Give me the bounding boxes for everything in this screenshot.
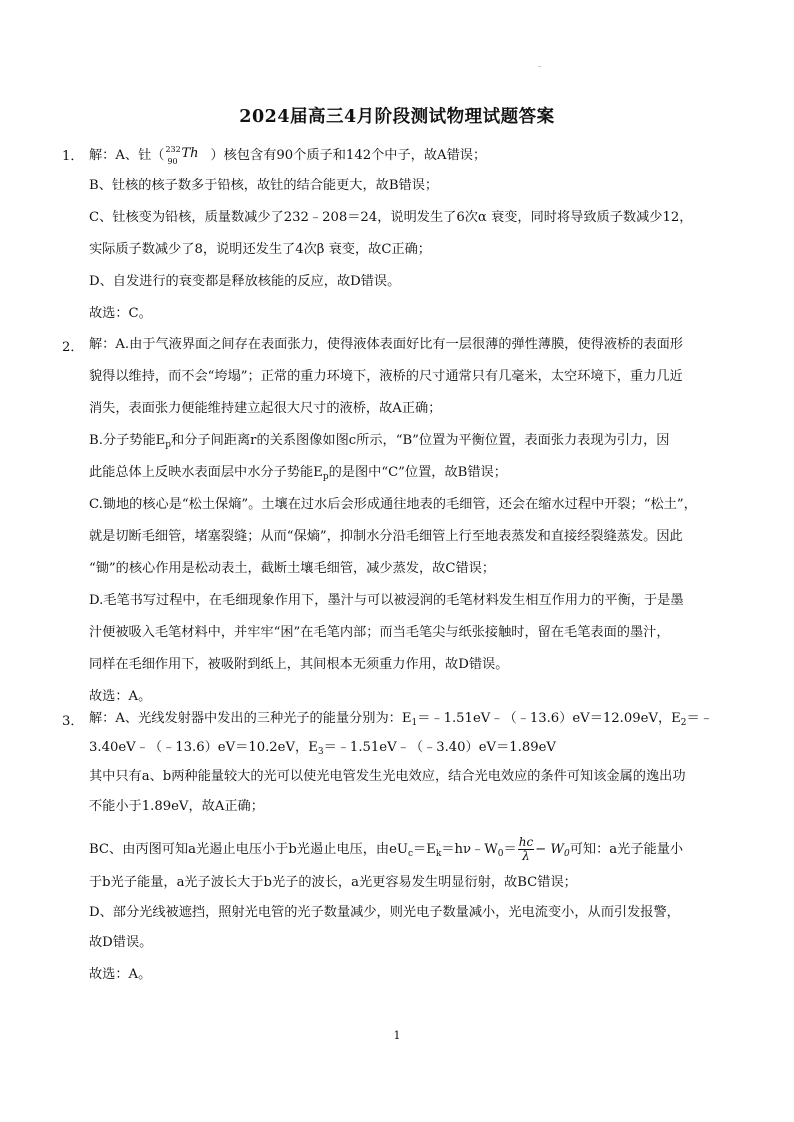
question-number: 1． (62, 149, 84, 164)
text-span: ＝﹣1.51eV﹣（﹣3.40）eV＝1.89eV (323, 740, 556, 755)
text-span: BC、由丙图可知a光遏止电压小于b光遏止电压，由eU (89, 842, 408, 857)
subscript: 0 (497, 849, 504, 859)
answer-line: 不能小于1.89eV，故A正确； (89, 799, 264, 814)
text-span: ＝E (413, 842, 436, 857)
subscript: p (322, 472, 329, 482)
question-number: 3． (62, 714, 84, 729)
scan-mark (538, 66, 541, 67)
answer-line: 其中只有a、b两种能量较大的光可以使光电管发生光电效应，结合光电效应的条件可知该金属的逸出功 (89, 769, 686, 784)
text-span: 此能总体上反映水表面层中水分子势能E (89, 465, 323, 480)
text-span: ＝﹣1.51eV﹣（﹣13.6）eV＝12.09eV，E (417, 711, 681, 726)
answer-line: B、钍核的核子数多于铅核，故钍的结合能更大，故B错误； (89, 178, 439, 193)
fraction (518, 836, 534, 863)
answer-line: 实际质子数减少了8，说明还发生了4次β 衰变，故C正确； (89, 242, 431, 257)
text-span: ＝﹣ (686, 711, 713, 726)
element-symbol: Th (181, 146, 199, 161)
answer-line (89, 432, 739, 454)
answer-line: D.毛笔书写过程中，在毛细现象作用下，墨汁与可以被浸润的毛笔材料发生相互作用力的平衡，于是墨 (89, 593, 684, 608)
answer-line: C.锄地的核心是“松土保熵”。土壤在过水后会形成通往地表的毛细管，还会在缩水过程中开裂；“松土”， (89, 497, 697, 512)
answer-line: 同样在毛细作用下，被吸附到纸上，其间根本无须重力作用，故D错误。 (89, 657, 509, 672)
answer-line: 就是切断毛细管，堵塞裂缝；从而“保熵”，抑制水分沿毛细管上行至地表蒸发和直接经裂缝蒸发。因此 (89, 529, 683, 544)
answer-line (89, 710, 739, 732)
text-span: ）核包含有90个质子和142个中子，故A错误； (210, 148, 487, 163)
denominator: λ (522, 849, 530, 863)
page-title: 2024届高三4月阶段测试物理试题答案 (239, 107, 555, 127)
subscript: 2 (680, 718, 687, 728)
atomic-number: 90 (167, 157, 178, 166)
answer-choice: 故选：A。 (89, 967, 152, 982)
subscript: 3 (317, 747, 324, 757)
answer-line: 故D错误。 (89, 935, 153, 950)
text-span: 解：A、钍（ (89, 148, 165, 163)
text-span: 3.40eV﹣（﹣13.6）eV＝10.2eV，E (89, 740, 318, 755)
answer-line (89, 836, 739, 863)
answer-line: C、钍核变为铅核，质量数减少了232﹣208＝24，说明发生了6次α 衰变，同时将导致质子数减少12， (89, 210, 693, 225)
text-span: − W (535, 842, 564, 857)
answer-choice: 故选：C。 (89, 306, 152, 321)
subscript: p (165, 440, 172, 450)
subscript: 0 (563, 849, 570, 859)
text-span: 和分子间距离r的关系图像如图c所示，“B”位置为平衡位置，表面张力表现为引力，因 (171, 433, 670, 448)
answer-line (89, 145, 739, 164)
text-span: 解：A、光线发射器中发出的三种光子的能量分别为：E (89, 711, 412, 726)
answer-line: 消失，表面张力便能维持建立起很大尺寸的液桥，故A正确； (89, 401, 442, 416)
numerator: hc (518, 835, 534, 849)
text-span: ＝ (503, 842, 517, 857)
subscript: c (408, 849, 414, 859)
nuclide-symbol (164, 145, 210, 166)
answer-line: 貌得以维持，而不会“垮塌”；正常的重力环境下，液桥的尺寸通常只有几毫米，太空环境下，重力几近 (89, 369, 683, 384)
answer-line: 于b光子能量，a光子波长大于b光子的波长，a光更容易发生明显衍射，故BC错误； (89, 875, 577, 890)
answer-line: 解：A.由于气液界面之间存在表面张力，使得液体表面好比有一层很薄的弹性薄膜，使得液桥的表面形 (89, 337, 683, 352)
subscript: 1 (411, 718, 418, 728)
answer-line (89, 464, 739, 486)
text-span: 的是图中“C”位置，故B错误； (328, 465, 507, 480)
text-span: B.分子势能E (89, 433, 166, 448)
page-number: 1 (393, 1029, 401, 1042)
answer-line: “锄”的核心作用是松动表土，截断土壤毛细管，减少蒸发，故C错误； (89, 561, 496, 576)
subscript: k (435, 849, 442, 859)
mass-number: 232 (165, 145, 181, 154)
question-number: 2． (62, 340, 84, 355)
text-span: ＝hν﹣W (441, 842, 498, 857)
text-span: 可知：a光子能量小 (569, 842, 684, 857)
answer-line: D、部分光线被遮挡，照射光电管的光子数量减少，则光电子数量减小，光电流变小，从而引发报警， (89, 905, 680, 920)
answer-line (89, 739, 739, 761)
answer-line: D、自发进行的衰变都是释放核能的反应，故D错误。 (89, 274, 401, 289)
answer-line: 汁便被吸入毛笔材料中，并牢牢“困”在毛笔内部；而当毛笔尖与纸张接触时，留在毛笔表面的墨汁， (89, 625, 670, 640)
answer-choice: 故选：A。 (89, 689, 152, 704)
